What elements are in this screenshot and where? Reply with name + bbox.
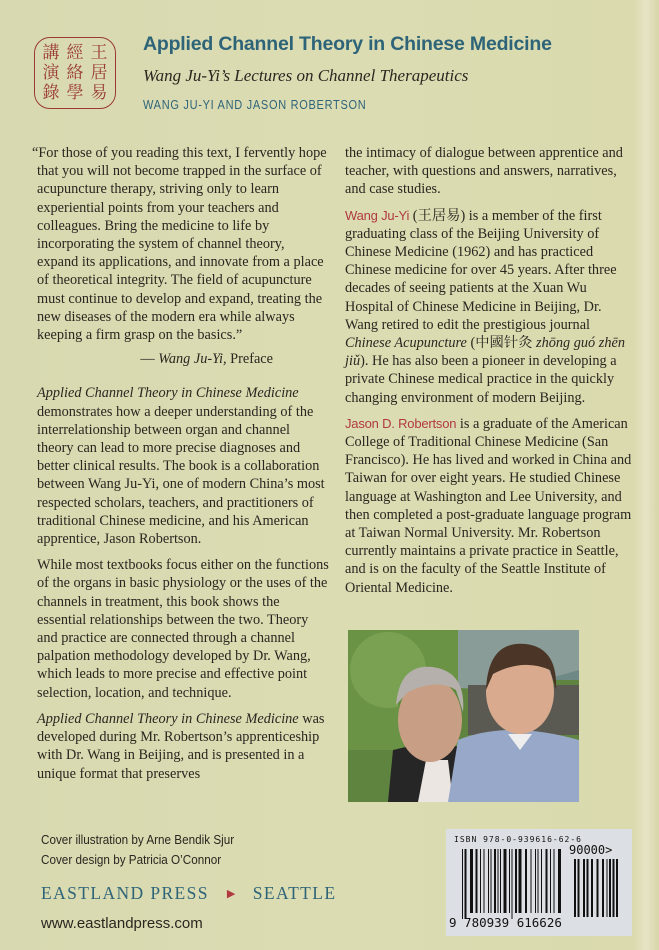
seal-char: 王 bbox=[90, 43, 108, 63]
book-title: Applied Channel Theory in Chinese Medicine bbox=[143, 33, 552, 55]
barcode-bar bbox=[465, 849, 467, 919]
barcode-digits: 9 780939 616626 bbox=[449, 915, 562, 930]
book-title-inline: Applied Channel Theory in Chinese Medicine bbox=[37, 710, 299, 727]
journal-pinyin: zhōng guó zhēn jiǔ bbox=[345, 335, 625, 370]
author-bio-robertson bbox=[345, 415, 637, 597]
seal-char: 經 bbox=[66, 43, 84, 63]
preface-quote: “For those of you reading this text, I fervently hope that you will not become trapped in the surface of acupuncture therapy, striving only to learn experiential points from your teachers and colleagues. Bring the medicine to life by incorporating the system of channel theory, expand its applications, and innovate from a place of theoretical integrity. The field of acupuncture must continue to develop and expand, treating the new diseases of the modern era while always keeping a firm grasp on the basics.” bbox=[32, 145, 327, 344]
barcode-bar bbox=[541, 849, 542, 913]
seal-column bbox=[43, 43, 60, 103]
barcode-bar bbox=[602, 859, 604, 917]
barcode-bar bbox=[613, 859, 615, 917]
paragraph-text: was developed during Mr. Robertson’s apprenticeship with Dr. Wang in Beijing, and is presented in a unique format that preserves bbox=[37, 710, 325, 782]
seal-char: 錄 bbox=[42, 83, 60, 103]
barcode-bar bbox=[509, 849, 510, 913]
seal-char: 絡 bbox=[66, 63, 84, 83]
barcode-bar bbox=[574, 859, 576, 917]
barcode-bar bbox=[546, 849, 548, 913]
barcode-bar bbox=[583, 859, 585, 917]
barcode-bar bbox=[470, 849, 473, 913]
isbn-label: ISBN 978-0-939616-62-6 bbox=[454, 835, 582, 844]
barcode-bar bbox=[607, 859, 608, 917]
authors-photo bbox=[348, 630, 579, 802]
seal-char: 居 bbox=[90, 63, 108, 83]
book-title-inline: Applied Channel Theory in Chinese Medicine bbox=[37, 385, 299, 402]
right-column bbox=[345, 144, 637, 605]
barcode-bar bbox=[476, 849, 478, 913]
barcode-bar bbox=[535, 849, 536, 913]
price-addon-label: 90000> bbox=[569, 843, 613, 857]
seal-char: 演 bbox=[42, 63, 60, 83]
publisher-city: SEATTLE bbox=[252, 883, 337, 903]
authors-photo-illustration bbox=[348, 630, 579, 802]
description-continuation: the intimacy of dialogue between apprentice and teacher, with questions and answers, narratives, and case studies. bbox=[345, 145, 623, 198]
barcode-bar bbox=[616, 859, 618, 917]
bio-text: (王居易) is a member of the first graduating class of the Beijing University of Chinese Medicine (1962) and has practiced Chinese medicine for over 45 years. After three decades of seeing patients at the Xuan Wu Hospital of Chinese Medicine in Beijing, Dr. Wang retired to edit the prestigious journal bbox=[345, 207, 617, 333]
barcode-bar bbox=[525, 849, 527, 913]
seal-stamp bbox=[34, 37, 116, 109]
barcode-bar bbox=[500, 849, 501, 913]
barcode-bar bbox=[609, 859, 611, 917]
bio-text: is a graduate of the American College of Traditional Chinese Medicine (San Francisco). He has lived and worked in China and Taiwan for over eight years. He studied Chinese language at Washington and Lee University, and then completed a post-graduate language program at Taiwan Normal University. Mr. Robertson currently maintains a private practice in Seattle, and is on the faculty of the Seattle Institute of Oriental Medicine. bbox=[345, 415, 632, 596]
bio-text: ). He has also been a pioneer in developing a private Chinese medical practice in the quickly changing environment of modern Beijing. bbox=[345, 353, 617, 406]
barcode-bar bbox=[488, 849, 489, 913]
barcode-bar bbox=[484, 849, 485, 913]
seal-char: 學 bbox=[66, 83, 84, 103]
paragraph-text: demonstrates how a deeper understanding of the interrelationship between organ and channel theory can lead to more precise diagnoses and better clinical results. The book is a collaboration between Wang Ju-Yi, one of modern China’s most respected scholars, teachers, and practitioners of traditional Chinese medicine, and his American apprentice, Jason Robertson. bbox=[37, 403, 325, 548]
description-paragraph-1 bbox=[37, 384, 329, 548]
cover-credits bbox=[41, 830, 234, 870]
barcode-bar bbox=[515, 849, 517, 913]
barcode-bar bbox=[504, 849, 507, 913]
barcode-bar bbox=[531, 849, 532, 913]
barcode-bar bbox=[558, 849, 561, 913]
barcode-bar bbox=[494, 849, 496, 913]
seal-char: 易 bbox=[90, 83, 108, 103]
illustration-credit: Cover illustration by Arne Bendik Sjur bbox=[41, 832, 235, 847]
isbn-barcode bbox=[446, 829, 632, 936]
barcode-bar bbox=[597, 859, 599, 917]
author-name-wang: Wang Ju-Yi bbox=[345, 207, 410, 223]
barcode-bar bbox=[538, 849, 539, 913]
publisher-website-link[interactable]: www.eastlandpress.com bbox=[41, 915, 203, 932]
author-name-robertson: Jason D. Robertson bbox=[345, 415, 457, 431]
book-authors: WANG JU-YI AND JASON ROBERTSON bbox=[143, 98, 367, 112]
barcode-bar bbox=[587, 859, 589, 917]
attribution-dash: — bbox=[140, 351, 159, 368]
left-column bbox=[32, 144, 329, 791]
publisher-line bbox=[41, 883, 336, 904]
barcode-bar bbox=[591, 859, 593, 917]
barcode-bar bbox=[519, 849, 522, 913]
attribution-source: Preface bbox=[226, 351, 273, 368]
bio-text: (中國针灸 bbox=[466, 335, 537, 352]
book-subtitle: Wang Ju-Yi’s Lectures on Channel Therapeutics bbox=[143, 66, 469, 85]
barcode-bar bbox=[498, 849, 499, 913]
description-paragraph-3 bbox=[37, 710, 329, 783]
barcode-bar bbox=[491, 849, 492, 913]
publisher-name: EASTLAND PRESS bbox=[41, 883, 209, 903]
seal-char: 講 bbox=[42, 43, 60, 63]
barcode-bar bbox=[578, 859, 580, 917]
seal-column bbox=[91, 43, 108, 103]
journal-title: Chinese Acupuncture bbox=[345, 335, 467, 352]
barcode-bar bbox=[550, 849, 551, 913]
quote-attribution bbox=[37, 350, 329, 368]
author-bio-wang bbox=[345, 207, 637, 407]
barcode-bar bbox=[462, 849, 463, 919]
barcode-bar bbox=[554, 849, 555, 913]
seal-column bbox=[67, 43, 84, 103]
barcode-bar bbox=[480, 849, 481, 913]
barcode-bar bbox=[512, 849, 513, 919]
attribution-name: Wang Ju-Yi, bbox=[158, 351, 227, 368]
triangle-separator-icon: ▶ bbox=[226, 888, 237, 900]
description-paragraph-2: While most textbooks focus either on the functions of the organs in basic physiology or the uses of the channels in treatment, this book shows the essential relationships between the two. Theory and practice are connected through a channel palpation methodology developed by Dr. Wang, which leads to more precise and effective point selection, location, and technique. bbox=[37, 557, 329, 701]
design-credit: Cover design by Patricia O’Connor bbox=[41, 852, 222, 867]
